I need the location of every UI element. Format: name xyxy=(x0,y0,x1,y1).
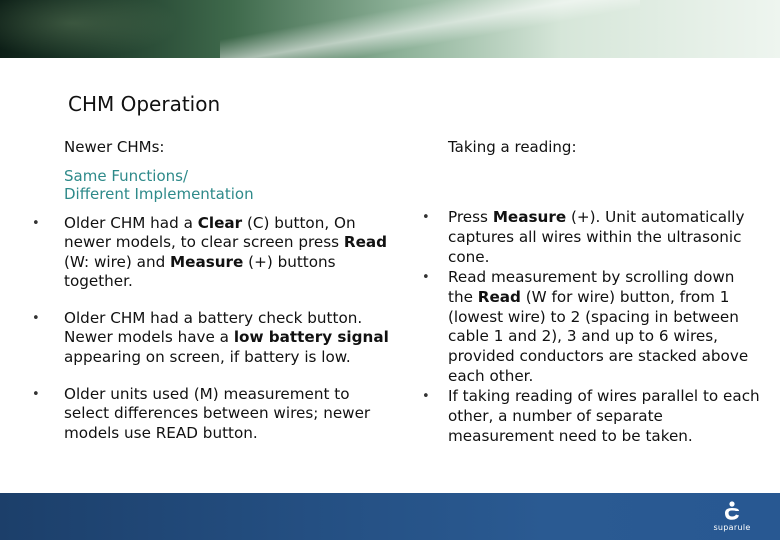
right-bullet-list xyxy=(422,208,760,447)
bullet-item xyxy=(422,387,760,447)
bullet-text: Read measurement by scrolling down the xyxy=(448,267,735,306)
note-line: Different Implementation xyxy=(64,185,254,203)
left-bullet-list xyxy=(32,214,394,461)
bold-term: Read xyxy=(343,233,388,252)
bullet-dot-icon: • xyxy=(422,210,430,225)
bullet-item xyxy=(32,385,394,443)
bold-term: Clear xyxy=(197,214,243,232)
bullet-item xyxy=(422,208,760,268)
left-column-heading: Newer CHMs: xyxy=(64,138,165,156)
bullet-text: If taking reading of wires parallel to each other, a number of separate measurement need to be taken. xyxy=(448,387,760,445)
bullet-text: Older units used (M) measurement to select differences between wires; newer models use READ button. xyxy=(64,385,371,442)
bullet-text: Press xyxy=(448,208,493,226)
note-line: Same Functions/ xyxy=(64,167,188,185)
bold-term: Measure xyxy=(170,252,244,271)
bullet-item xyxy=(422,267,760,387)
bullet-item xyxy=(32,214,394,291)
bullet-dot-icon: • xyxy=(32,216,40,231)
right-column-heading: Taking a reading: xyxy=(448,138,577,156)
bullet-dot-icon: • xyxy=(32,311,40,327)
bullet-text: (+) buttons together. xyxy=(64,252,336,290)
bullet-item xyxy=(32,309,394,367)
bold-term: Read xyxy=(477,287,521,306)
logo-wordmark: suparule xyxy=(713,523,751,532)
bullet-text: (W: wire) and xyxy=(64,252,171,271)
header-banner xyxy=(0,0,780,58)
bullet-dot-icon: • xyxy=(32,387,40,403)
bullet-text: Older CHM had a battery check button. Newer models have a xyxy=(64,309,363,347)
slide-title: CHM Operation xyxy=(68,92,221,116)
bullet-text: (+). Unit automatically captures all wires within the ultrasonic cone. xyxy=(448,208,745,266)
bullet-text: (C) button, On newer models, to clear screen press xyxy=(64,214,356,252)
bullet-dot-icon: • xyxy=(422,269,430,285)
footer-banner xyxy=(0,493,780,540)
bold-term: low battery signal xyxy=(233,328,389,347)
bold-term: Measure xyxy=(492,208,567,226)
suparule-logo-icon xyxy=(721,500,743,522)
bullet-text: (W for wire) button, from 1 (lowest wire) to 2 (spacing in between cable 1 and 2), 3 and up to 6 wires, provided conductors are stacked above each other. xyxy=(448,287,749,386)
suparule-logo xyxy=(710,500,754,536)
bullet-text: Older CHM had a xyxy=(64,214,198,232)
header-highlight xyxy=(220,0,640,58)
bullet-text: appearing on screen, if battery is low. xyxy=(64,347,351,366)
header-texture xyxy=(0,0,180,58)
bullet-dot-icon: • xyxy=(422,389,430,405)
implementation-note xyxy=(64,167,304,203)
